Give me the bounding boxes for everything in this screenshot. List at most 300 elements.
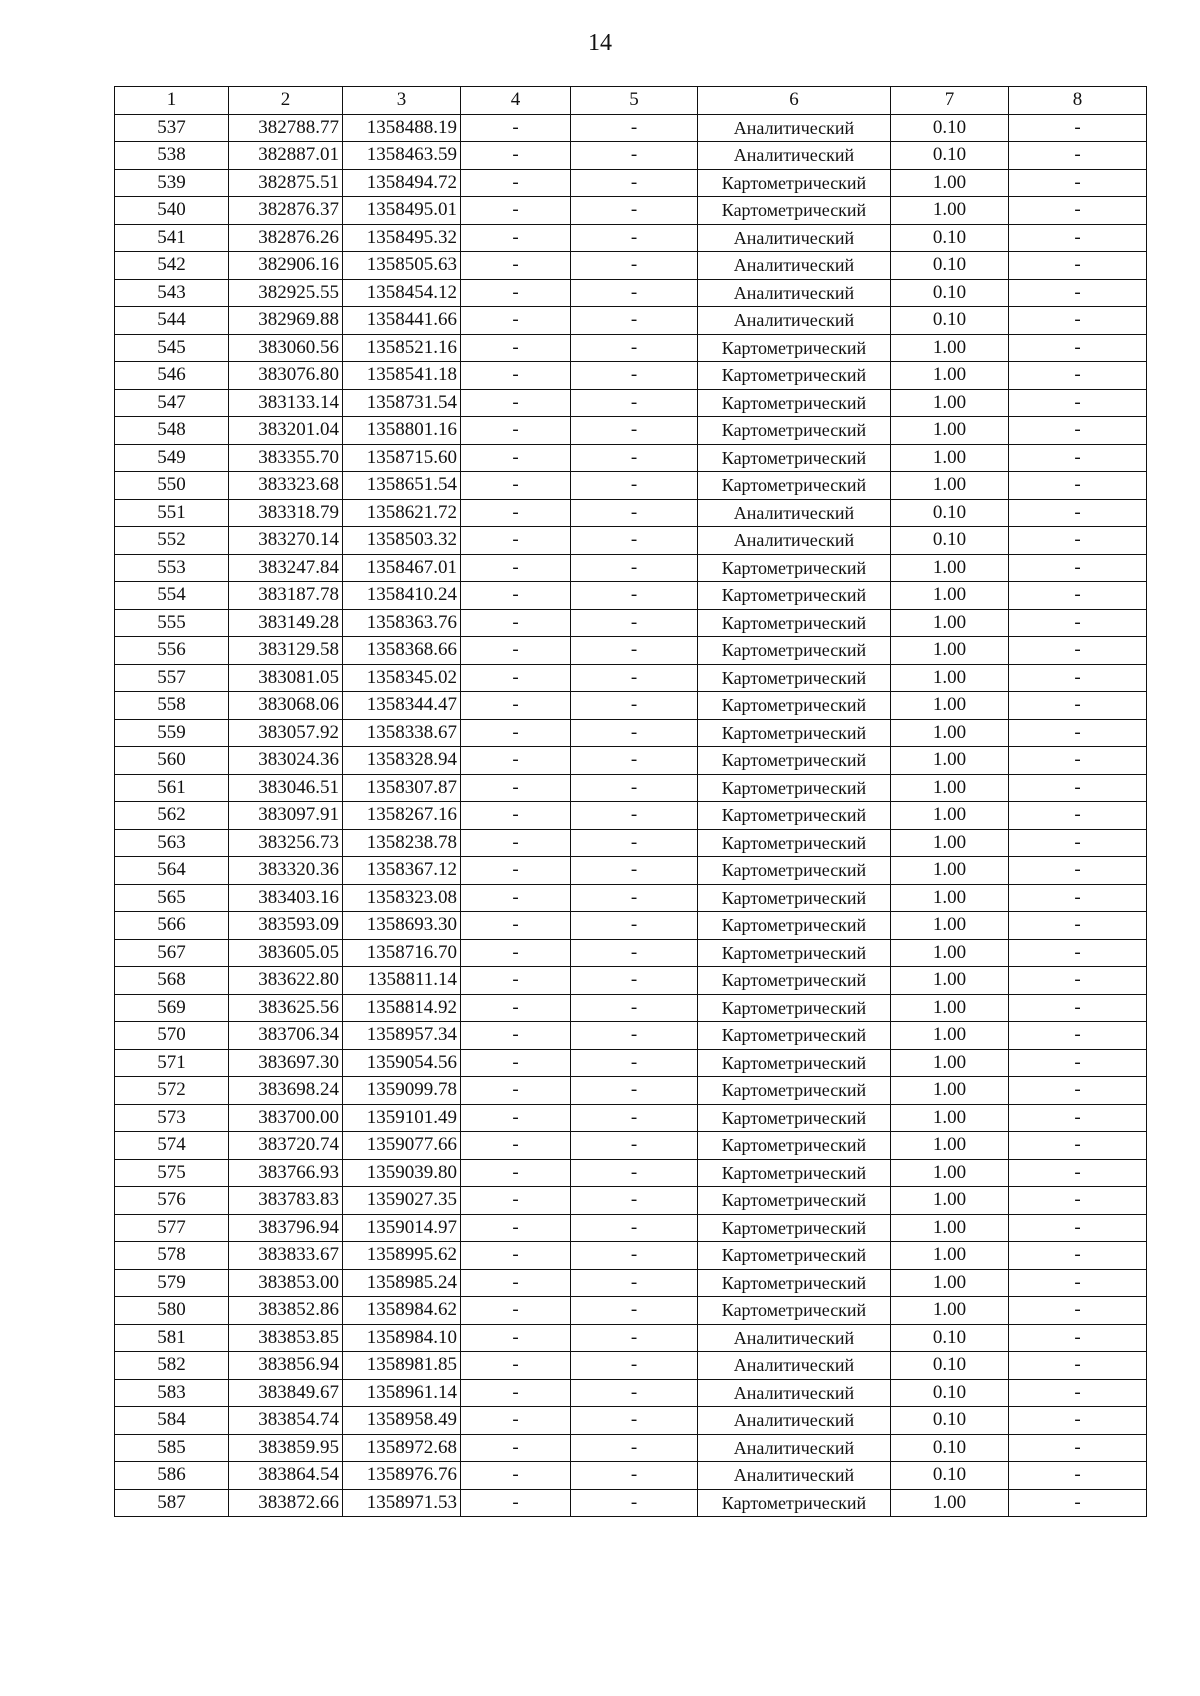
table-header-row <box>115 87 1147 115</box>
y-coordinate-cell: 1358985.24 <box>343 1269 461 1297</box>
accuracy-cell: 1.00 <box>891 1077 1009 1105</box>
col5-cell: - <box>571 1077 698 1105</box>
col8-cell: - <box>1009 1489 1147 1517</box>
col8-cell: - <box>1009 362 1147 390</box>
table-row <box>115 939 1147 967</box>
y-coordinate-cell: 1358410.24 <box>343 582 461 610</box>
point-number-cell: 557 <box>115 664 229 692</box>
point-number-cell: 579 <box>115 1269 229 1297</box>
y-coordinate-cell: 1358505.63 <box>343 252 461 280</box>
accuracy-cell: 1.00 <box>891 417 1009 445</box>
point-number-cell: 586 <box>115 1462 229 1490</box>
col8-cell: - <box>1009 637 1147 665</box>
table-row <box>115 609 1147 637</box>
col5-cell: - <box>571 1242 698 1270</box>
col5-cell: - <box>571 1159 698 1187</box>
col5-cell: - <box>571 252 698 280</box>
col8-cell: - <box>1009 1352 1147 1380</box>
col5-cell: - <box>571 994 698 1022</box>
col4-cell: - <box>461 747 571 775</box>
x-coordinate-cell: 382876.26 <box>229 224 343 252</box>
method-cell: Картометрический <box>698 1187 891 1215</box>
table-row <box>115 884 1147 912</box>
point-number-cell: 559 <box>115 719 229 747</box>
accuracy-cell: 1.00 <box>891 444 1009 472</box>
method-cell: Картометрический <box>698 609 891 637</box>
col8-cell: - <box>1009 197 1147 225</box>
col5-cell: - <box>571 499 698 527</box>
method-cell: Картометрический <box>698 1489 891 1517</box>
method-cell: Картометрический <box>698 389 891 417</box>
point-number-cell: 546 <box>115 362 229 390</box>
col5-cell: - <box>571 802 698 830</box>
col8-cell: - <box>1009 939 1147 967</box>
method-cell: Аналитический <box>698 1379 891 1407</box>
y-coordinate-cell: 1358984.10 <box>343 1324 461 1352</box>
method-cell: Картометрический <box>698 994 891 1022</box>
point-number-cell: 568 <box>115 967 229 995</box>
accuracy-cell: 1.00 <box>891 472 1009 500</box>
point-number-cell: 545 <box>115 334 229 362</box>
col8-cell: - <box>1009 884 1147 912</box>
y-coordinate-cell: 1358621.72 <box>343 499 461 527</box>
col4-cell: - <box>461 1352 571 1380</box>
col5-cell: - <box>571 1269 698 1297</box>
method-cell: Картометрический <box>698 444 891 472</box>
col5-cell: - <box>571 1022 698 1050</box>
method-cell: Картометрический <box>698 637 891 665</box>
y-coordinate-cell: 1358731.54 <box>343 389 461 417</box>
point-number-cell: 542 <box>115 252 229 280</box>
col4-cell: - <box>461 1132 571 1160</box>
col5-cell: - <box>571 389 698 417</box>
x-coordinate-cell: 383853.85 <box>229 1324 343 1352</box>
y-coordinate-cell: 1358463.59 <box>343 142 461 170</box>
accuracy-cell: 0.10 <box>891 252 1009 280</box>
method-cell: Картометрический <box>698 554 891 582</box>
col4-cell: - <box>461 802 571 830</box>
point-number-cell: 581 <box>115 1324 229 1352</box>
table-body <box>115 114 1147 1517</box>
column-header: 3 <box>343 87 461 115</box>
col4-cell: - <box>461 1242 571 1270</box>
y-coordinate-cell: 1358976.76 <box>343 1462 461 1490</box>
accuracy-cell: 1.00 <box>891 362 1009 390</box>
y-coordinate-cell: 1358521.16 <box>343 334 461 362</box>
col5-cell: - <box>571 1434 698 1462</box>
col8-cell: - <box>1009 307 1147 335</box>
table-row <box>115 1297 1147 1325</box>
table-row <box>115 967 1147 995</box>
table-row <box>115 114 1147 142</box>
col5-cell: - <box>571 1379 698 1407</box>
col5-cell: - <box>571 197 698 225</box>
y-coordinate-cell: 1358368.66 <box>343 637 461 665</box>
accuracy-cell: 1.00 <box>891 1104 1009 1132</box>
table-row <box>115 1379 1147 1407</box>
accuracy-cell: 1.00 <box>891 1214 1009 1242</box>
x-coordinate-cell: 382876.37 <box>229 197 343 225</box>
coordinates-table <box>114 86 1147 1517</box>
x-coordinate-cell: 383605.05 <box>229 939 343 967</box>
table-row <box>115 747 1147 775</box>
accuracy-cell: 1.00 <box>891 169 1009 197</box>
col8-cell: - <box>1009 1132 1147 1160</box>
accuracy-cell: 1.00 <box>891 829 1009 857</box>
col4-cell: - <box>461 884 571 912</box>
accuracy-cell: 1.00 <box>891 609 1009 637</box>
col8-cell: - <box>1009 747 1147 775</box>
column-header: 7 <box>891 87 1009 115</box>
point-number-cell: 585 <box>115 1434 229 1462</box>
table-row <box>115 994 1147 1022</box>
point-number-cell: 537 <box>115 114 229 142</box>
col4-cell: - <box>461 499 571 527</box>
column-header: 8 <box>1009 87 1147 115</box>
y-coordinate-cell: 1358503.32 <box>343 527 461 555</box>
x-coordinate-cell: 383149.28 <box>229 609 343 637</box>
col4-cell: - <box>461 774 571 802</box>
accuracy-cell: 1.00 <box>891 1489 1009 1517</box>
table-row <box>115 1049 1147 1077</box>
point-number-cell: 572 <box>115 1077 229 1105</box>
method-cell: Картометрический <box>698 169 891 197</box>
col5-cell: - <box>571 472 698 500</box>
accuracy-cell: 1.00 <box>891 334 1009 362</box>
point-number-cell: 580 <box>115 1297 229 1325</box>
point-number-cell: 569 <box>115 994 229 1022</box>
col8-cell: - <box>1009 1297 1147 1325</box>
point-number-cell: 578 <box>115 1242 229 1270</box>
x-coordinate-cell: 382925.55 <box>229 279 343 307</box>
col8-cell: - <box>1009 334 1147 362</box>
col4-cell: - <box>461 1379 571 1407</box>
x-coordinate-cell: 383698.24 <box>229 1077 343 1105</box>
x-coordinate-cell: 383706.34 <box>229 1022 343 1050</box>
y-coordinate-cell: 1359014.97 <box>343 1214 461 1242</box>
accuracy-cell: 1.00 <box>891 1187 1009 1215</box>
x-coordinate-cell: 383256.73 <box>229 829 343 857</box>
x-coordinate-cell: 383849.67 <box>229 1379 343 1407</box>
method-cell: Аналитический <box>698 1352 891 1380</box>
col8-cell: - <box>1009 252 1147 280</box>
y-coordinate-cell: 1358958.49 <box>343 1407 461 1435</box>
accuracy-cell: 0.10 <box>891 142 1009 170</box>
point-number-cell: 583 <box>115 1379 229 1407</box>
col8-cell: - <box>1009 774 1147 802</box>
col5-cell: - <box>571 1462 698 1490</box>
point-number-cell: 562 <box>115 802 229 830</box>
col8-cell: - <box>1009 527 1147 555</box>
col8-cell: - <box>1009 1022 1147 1050</box>
y-coordinate-cell: 1358344.47 <box>343 692 461 720</box>
col5-cell: - <box>571 114 698 142</box>
table-row <box>115 334 1147 362</box>
accuracy-cell: 0.10 <box>891 114 1009 142</box>
x-coordinate-cell: 383622.80 <box>229 967 343 995</box>
y-coordinate-cell: 1358716.70 <box>343 939 461 967</box>
accuracy-cell: 1.00 <box>891 554 1009 582</box>
method-cell: Аналитический <box>698 114 891 142</box>
method-cell: Картометрический <box>698 802 891 830</box>
column-header: 2 <box>229 87 343 115</box>
y-coordinate-cell: 1358238.78 <box>343 829 461 857</box>
method-cell: Картометрический <box>698 829 891 857</box>
col4-cell: - <box>461 664 571 692</box>
x-coordinate-cell: 383323.68 <box>229 472 343 500</box>
table-row <box>115 1434 1147 1462</box>
x-coordinate-cell: 383046.51 <box>229 774 343 802</box>
col4-cell: - <box>461 1077 571 1105</box>
accuracy-cell: 1.00 <box>891 582 1009 610</box>
y-coordinate-cell: 1358488.19 <box>343 114 461 142</box>
x-coordinate-cell: 383700.00 <box>229 1104 343 1132</box>
accuracy-cell: 1.00 <box>891 912 1009 940</box>
table-row <box>115 1104 1147 1132</box>
table-row <box>115 224 1147 252</box>
x-coordinate-cell: 382875.51 <box>229 169 343 197</box>
col4-cell: - <box>461 609 571 637</box>
x-coordinate-cell: 382788.77 <box>229 114 343 142</box>
method-cell: Картометрический <box>698 1297 891 1325</box>
col4-cell: - <box>461 1187 571 1215</box>
table-row <box>115 1462 1147 1490</box>
x-coordinate-cell: 383796.94 <box>229 1214 343 1242</box>
accuracy-cell: 1.00 <box>891 1242 1009 1270</box>
y-coordinate-cell: 1358961.14 <box>343 1379 461 1407</box>
y-coordinate-cell: 1358814.92 <box>343 994 461 1022</box>
point-number-cell: 554 <box>115 582 229 610</box>
method-cell: Картометрический <box>698 884 891 912</box>
col8-cell: - <box>1009 1462 1147 1490</box>
x-coordinate-cell: 383593.09 <box>229 912 343 940</box>
y-coordinate-cell: 1358971.53 <box>343 1489 461 1517</box>
x-coordinate-cell: 383201.04 <box>229 417 343 445</box>
x-coordinate-cell: 383318.79 <box>229 499 343 527</box>
table-row <box>115 1269 1147 1297</box>
column-header: 4 <box>461 87 571 115</box>
col4-cell: - <box>461 1462 571 1490</box>
x-coordinate-cell: 382969.88 <box>229 307 343 335</box>
accuracy-cell: 1.00 <box>891 1297 1009 1325</box>
point-number-cell: 548 <box>115 417 229 445</box>
col5-cell: - <box>571 774 698 802</box>
y-coordinate-cell: 1359101.49 <box>343 1104 461 1132</box>
y-coordinate-cell: 1358541.18 <box>343 362 461 390</box>
col4-cell: - <box>461 939 571 967</box>
col5-cell: - <box>571 224 698 252</box>
col4-cell: - <box>461 252 571 280</box>
method-cell: Аналитический <box>698 499 891 527</box>
method-cell: Аналитический <box>698 527 891 555</box>
table-row <box>115 582 1147 610</box>
col4-cell: - <box>461 637 571 665</box>
col8-cell: - <box>1009 609 1147 637</box>
method-cell: Картометрический <box>698 912 891 940</box>
method-cell: Аналитический <box>698 252 891 280</box>
x-coordinate-cell: 383766.93 <box>229 1159 343 1187</box>
method-cell: Картометрический <box>698 719 891 747</box>
col8-cell: - <box>1009 1379 1147 1407</box>
method-cell: Картометрический <box>698 472 891 500</box>
col5-cell: - <box>571 334 698 362</box>
accuracy-cell: 1.00 <box>891 389 1009 417</box>
col4-cell: - <box>461 472 571 500</box>
col4-cell: - <box>461 582 571 610</box>
accuracy-cell: 1.00 <box>891 802 1009 830</box>
col4-cell: - <box>461 1407 571 1435</box>
col8-cell: - <box>1009 1324 1147 1352</box>
point-number-cell: 539 <box>115 169 229 197</box>
col5-cell: - <box>571 692 698 720</box>
table-row <box>115 197 1147 225</box>
x-coordinate-cell: 382887.01 <box>229 142 343 170</box>
method-cell: Аналитический <box>698 307 891 335</box>
col8-cell: - <box>1009 1159 1147 1187</box>
y-coordinate-cell: 1358323.08 <box>343 884 461 912</box>
method-cell: Аналитический <box>698 279 891 307</box>
table-row <box>115 692 1147 720</box>
point-number-cell: 570 <box>115 1022 229 1050</box>
point-number-cell: 563 <box>115 829 229 857</box>
accuracy-cell: 1.00 <box>891 1269 1009 1297</box>
method-cell: Картометрический <box>698 334 891 362</box>
col5-cell: - <box>571 967 698 995</box>
col5-cell: - <box>571 142 698 170</box>
col5-cell: - <box>571 884 698 912</box>
table-row <box>115 1132 1147 1160</box>
accuracy-cell: 1.00 <box>891 747 1009 775</box>
col8-cell: - <box>1009 664 1147 692</box>
accuracy-cell: 0.10 <box>891 1379 1009 1407</box>
col5-cell: - <box>571 1104 698 1132</box>
col5-cell: - <box>571 1324 698 1352</box>
x-coordinate-cell: 383081.05 <box>229 664 343 692</box>
col4-cell: - <box>461 169 571 197</box>
col4-cell: - <box>461 1022 571 1050</box>
x-coordinate-cell: 383854.74 <box>229 1407 343 1435</box>
method-cell: Картометрический <box>698 1242 891 1270</box>
point-number-cell: 556 <box>115 637 229 665</box>
col8-cell: - <box>1009 994 1147 1022</box>
point-number-cell: 560 <box>115 747 229 775</box>
y-coordinate-cell: 1358495.32 <box>343 224 461 252</box>
method-cell: Картометрический <box>698 582 891 610</box>
col4-cell: - <box>461 912 571 940</box>
y-coordinate-cell: 1359039.80 <box>343 1159 461 1187</box>
col8-cell: - <box>1009 1434 1147 1462</box>
accuracy-cell: 1.00 <box>891 719 1009 747</box>
col4-cell: - <box>461 554 571 582</box>
col8-cell: - <box>1009 472 1147 500</box>
col4-cell: - <box>461 527 571 555</box>
table-row <box>115 279 1147 307</box>
col5-cell: - <box>571 362 698 390</box>
col8-cell: - <box>1009 857 1147 885</box>
col4-cell: - <box>461 1269 571 1297</box>
col8-cell: - <box>1009 1269 1147 1297</box>
table-row <box>115 527 1147 555</box>
y-coordinate-cell: 1358494.72 <box>343 169 461 197</box>
point-number-cell: 558 <box>115 692 229 720</box>
y-coordinate-cell: 1359099.78 <box>343 1077 461 1105</box>
x-coordinate-cell: 383060.56 <box>229 334 343 362</box>
col4-cell: - <box>461 444 571 472</box>
point-number-cell: 541 <box>115 224 229 252</box>
accuracy-cell: 1.00 <box>891 664 1009 692</box>
col4-cell: - <box>461 1049 571 1077</box>
x-coordinate-cell: 383270.14 <box>229 527 343 555</box>
accuracy-cell: 1.00 <box>891 994 1009 1022</box>
method-cell: Картометрический <box>698 197 891 225</box>
col5-cell: - <box>571 1132 698 1160</box>
x-coordinate-cell: 383856.94 <box>229 1352 343 1380</box>
point-number-cell: 551 <box>115 499 229 527</box>
table-row <box>115 472 1147 500</box>
col5-cell: - <box>571 1407 698 1435</box>
accuracy-cell: 0.10 <box>891 307 1009 335</box>
col5-cell: - <box>571 582 698 610</box>
col4-cell: - <box>461 197 571 225</box>
x-coordinate-cell: 383859.95 <box>229 1434 343 1462</box>
col5-cell: - <box>571 1352 698 1380</box>
col5-cell: - <box>571 554 698 582</box>
method-cell: Аналитический <box>698 1434 891 1462</box>
table-row <box>115 802 1147 830</box>
y-coordinate-cell: 1358307.87 <box>343 774 461 802</box>
col5-cell: - <box>571 637 698 665</box>
x-coordinate-cell: 383853.00 <box>229 1269 343 1297</box>
table-row <box>115 637 1147 665</box>
method-cell: Аналитический <box>698 1324 891 1352</box>
x-coordinate-cell: 383320.36 <box>229 857 343 885</box>
accuracy-cell: 1.00 <box>891 857 1009 885</box>
y-coordinate-cell: 1359077.66 <box>343 1132 461 1160</box>
col8-cell: - <box>1009 224 1147 252</box>
col8-cell: - <box>1009 417 1147 445</box>
accuracy-cell: 0.10 <box>891 1352 1009 1380</box>
accuracy-cell: 1.00 <box>891 692 1009 720</box>
accuracy-cell: 0.10 <box>891 1407 1009 1435</box>
method-cell: Картометрический <box>698 857 891 885</box>
y-coordinate-cell: 1358981.85 <box>343 1352 461 1380</box>
col4-cell: - <box>461 224 571 252</box>
col8-cell: - <box>1009 582 1147 610</box>
col5-cell: - <box>571 747 698 775</box>
col4-cell: - <box>461 114 571 142</box>
table-row <box>115 1242 1147 1270</box>
col8-cell: - <box>1009 1187 1147 1215</box>
y-coordinate-cell: 1358267.16 <box>343 802 461 830</box>
x-coordinate-cell: 383068.06 <box>229 692 343 720</box>
col8-cell: - <box>1009 829 1147 857</box>
accuracy-cell: 1.00 <box>891 1049 1009 1077</box>
col8-cell: - <box>1009 142 1147 170</box>
accuracy-cell: 0.10 <box>891 279 1009 307</box>
accuracy-cell: 0.10 <box>891 224 1009 252</box>
point-number-cell: 549 <box>115 444 229 472</box>
method-cell: Аналитический <box>698 142 891 170</box>
col8-cell: - <box>1009 279 1147 307</box>
y-coordinate-cell: 1358495.01 <box>343 197 461 225</box>
col5-cell: - <box>571 1049 698 1077</box>
table-row <box>115 1352 1147 1380</box>
col4-cell: - <box>461 417 571 445</box>
column-header: 5 <box>571 87 698 115</box>
col8-cell: - <box>1009 967 1147 995</box>
point-number-cell: 540 <box>115 197 229 225</box>
table-row <box>115 719 1147 747</box>
